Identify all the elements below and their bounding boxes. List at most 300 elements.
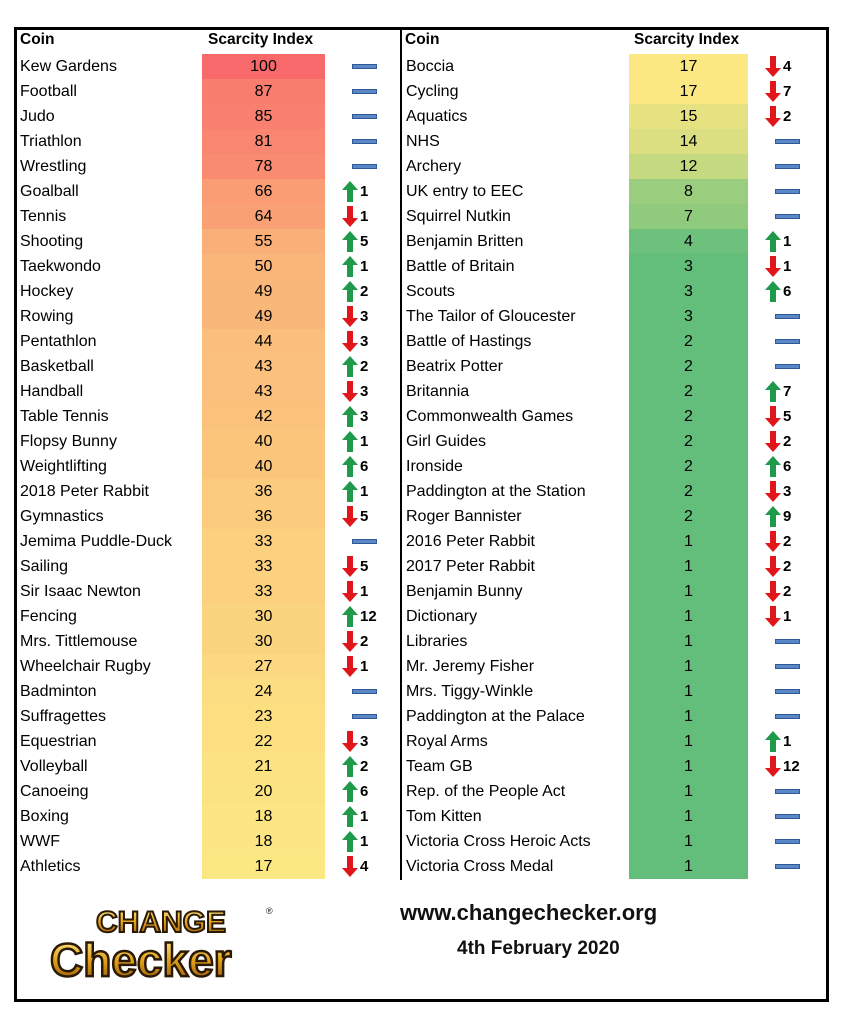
table-row — [406, 229, 826, 254]
scarcity-index-cell: 1 — [629, 529, 748, 554]
arrow-up-icon — [765, 281, 781, 302]
scarcity-index-cell: 2 — [629, 354, 748, 379]
change-amount: 1 — [360, 208, 369, 225]
coin-name: Victoria Cross Heroic Acts — [406, 833, 591, 850]
arrow-down-icon — [342, 506, 358, 527]
footer-date: 4th February 2020 — [457, 938, 620, 959]
arrow-down-icon — [765, 106, 781, 127]
scarcity-index-cell: 78 — [202, 154, 325, 179]
change-amount: 4 — [360, 858, 369, 875]
change-indicator — [765, 554, 817, 579]
coin-name: Mr. Jeremy Fisher — [406, 658, 535, 675]
arrow-down-icon — [342, 306, 358, 327]
coin-name: Boxing — [20, 808, 69, 825]
table-row — [20, 479, 398, 504]
change-indicator — [342, 854, 394, 879]
arrow-down-icon — [765, 481, 781, 502]
change-amount: 1 — [360, 483, 369, 500]
table-row — [406, 79, 826, 104]
coin-name: Athletics — [20, 858, 81, 875]
no-change-icon — [775, 864, 800, 869]
scarcity-index-cell: 4 — [629, 229, 748, 254]
change-amount: 1 — [360, 658, 369, 675]
coin-name: The Tailor of Gloucester — [406, 308, 576, 325]
arrow-up-icon — [342, 831, 358, 852]
table-row — [20, 404, 398, 429]
arrow-up-icon — [342, 606, 358, 627]
scarcity-index-cell: 66 — [202, 179, 325, 204]
table-row — [20, 179, 398, 204]
table-row — [406, 329, 826, 354]
change-indicator — [765, 404, 817, 429]
no-change-icon — [775, 314, 800, 319]
scarcity-index-cell: 1 — [629, 654, 748, 679]
coin-name: Kew Gardens — [20, 58, 117, 75]
coin-name: Royal Arms — [406, 733, 488, 750]
scarcity-index-cell: 44 — [202, 329, 325, 354]
table-row — [20, 729, 398, 754]
change-amount: 3 — [360, 733, 369, 750]
arrow-down-icon — [342, 581, 358, 602]
table-row — [406, 654, 826, 679]
change-indicator — [342, 154, 394, 179]
change-indicator — [342, 704, 394, 729]
table-row — [406, 404, 826, 429]
change-indicator — [342, 629, 394, 654]
arrow-down-icon — [765, 581, 781, 602]
table-row — [406, 504, 826, 529]
header-index-left: Scarcity Index — [208, 31, 314, 48]
scarcity-index-cell: 17 — [629, 54, 748, 79]
scarcity-index-cell: 3 — [629, 279, 748, 304]
scarcity-index-cell: 33 — [202, 529, 325, 554]
change-checker-logo — [48, 900, 318, 990]
scarcity-index-cell: 15 — [629, 104, 748, 129]
coin-name: Equestrian — [20, 733, 97, 750]
change-amount: 2 — [360, 283, 369, 300]
scarcity-index-cell: 1 — [629, 754, 748, 779]
change-indicator — [765, 779, 817, 804]
change-amount: 12 — [783, 758, 800, 775]
scarcity-index-cell: 1 — [629, 779, 748, 804]
no-change-icon — [775, 339, 800, 344]
table-row — [20, 354, 398, 379]
scarcity-index-cell: 23 — [202, 704, 325, 729]
table-row — [406, 529, 826, 554]
arrow-up-icon — [342, 806, 358, 827]
change-indicator — [342, 179, 394, 204]
change-amount: 6 — [360, 458, 369, 475]
change-amount: 12 — [360, 608, 377, 625]
coin-name: 2018 Peter Rabbit — [20, 483, 149, 500]
logo-line1: CHANGE — [96, 906, 227, 939]
scarcity-index-cell: 14 — [629, 129, 748, 154]
change-indicator — [342, 104, 394, 129]
table-row — [20, 304, 398, 329]
coin-name: Basketball — [20, 358, 94, 375]
change-amount: 2 — [783, 533, 792, 550]
arrow-down-icon — [765, 431, 781, 452]
scarcity-index-cell: 12 — [629, 154, 748, 179]
coin-name: Victoria Cross Medal — [406, 858, 554, 875]
header-coin-left: Coin — [20, 31, 55, 48]
coin-name: Table Tennis — [20, 408, 109, 425]
change-indicator — [765, 804, 817, 829]
coin-name: Volleyball — [20, 758, 88, 775]
coin-name: Sailing — [20, 558, 69, 575]
no-change-icon — [775, 639, 800, 644]
change-indicator — [765, 129, 817, 154]
arrow-down-icon — [765, 756, 781, 777]
table-row — [20, 854, 398, 879]
change-amount: 2 — [783, 583, 792, 600]
table-row — [20, 504, 398, 529]
arrow-up-icon — [765, 456, 781, 477]
coin-name: Triathlon — [20, 133, 82, 150]
scarcity-index-cell: 40 — [202, 429, 325, 454]
table-row — [20, 129, 398, 154]
change-amount: 2 — [783, 108, 792, 125]
coin-name: Handball — [20, 383, 84, 400]
change-amount: 5 — [783, 408, 792, 425]
logo-line2: Checker — [50, 934, 232, 985]
scarcity-index-cell: 1 — [629, 554, 748, 579]
no-change-icon — [352, 164, 377, 169]
arrow-up-icon — [342, 281, 358, 302]
scarcity-index-cell: 2 — [629, 454, 748, 479]
table-row — [406, 579, 826, 604]
change-indicator — [342, 454, 394, 479]
coin-name: Gymnastics — [20, 508, 104, 525]
scarcity-index-cell: 24 — [202, 679, 325, 704]
scarcity-index-cell: 49 — [202, 279, 325, 304]
table-row — [406, 479, 826, 504]
table-row — [20, 429, 398, 454]
change-indicator — [342, 229, 394, 254]
arrow-down-icon — [765, 556, 781, 577]
arrow-down-icon — [765, 81, 781, 102]
table-row — [406, 279, 826, 304]
coin-name: Tom Kitten — [406, 808, 482, 825]
scarcity-index-cell: 30 — [202, 629, 325, 654]
scarcity-index-cell: 36 — [202, 479, 325, 504]
coin-name: UK entry to EEC — [406, 183, 524, 200]
no-change-icon — [775, 814, 800, 819]
scarcity-index-cell: 87 — [202, 79, 325, 104]
coin-name: Britannia — [406, 383, 470, 400]
table-row — [20, 529, 398, 554]
change-amount: 1 — [360, 808, 369, 825]
change-indicator — [342, 504, 394, 529]
scarcity-index-cell: 2 — [629, 329, 748, 354]
arrow-up-icon — [765, 381, 781, 402]
change-indicator — [342, 429, 394, 454]
change-indicator — [342, 304, 394, 329]
change-amount: 6 — [783, 458, 792, 475]
arrow-up-icon — [342, 456, 358, 477]
scarcity-index-cell: 33 — [202, 554, 325, 579]
no-change-icon — [352, 714, 377, 719]
scarcity-index-cell: 18 — [202, 829, 325, 854]
table-row — [406, 779, 826, 804]
scarcity-index-cell: 1 — [629, 854, 748, 879]
coin-name: Squirrel Nutkin — [406, 208, 511, 225]
change-amount: 3 — [360, 408, 369, 425]
table-row — [20, 579, 398, 604]
table-row — [406, 754, 826, 779]
table-row — [406, 804, 826, 829]
coin-name: Canoeing — [20, 783, 89, 800]
change-indicator — [342, 254, 394, 279]
scarcity-index-cell: 36 — [202, 504, 325, 529]
table-row — [406, 454, 826, 479]
change-indicator — [342, 379, 394, 404]
scarcity-index-cell: 3 — [629, 254, 748, 279]
table-row — [406, 154, 826, 179]
coin-name: Commonwealth Games — [406, 408, 574, 425]
change-amount: 1 — [783, 258, 792, 275]
arrow-down-icon — [342, 631, 358, 652]
table-row — [406, 679, 826, 704]
coin-name: Team GB — [406, 758, 473, 775]
change-amount: 7 — [783, 383, 792, 400]
coin-name: Goalball — [20, 183, 79, 200]
coin-name: Boccia — [406, 58, 455, 75]
arrow-up-icon — [765, 731, 781, 752]
arrow-down-icon — [342, 331, 358, 352]
coin-name: Taekwondo — [20, 258, 101, 275]
change-indicator — [342, 579, 394, 604]
no-change-icon — [775, 164, 800, 169]
change-amount: 4 — [783, 58, 792, 75]
no-change-icon — [775, 689, 800, 694]
change-amount: 5 — [360, 508, 369, 525]
no-change-icon — [775, 214, 800, 219]
coin-name: Girl Guides — [406, 433, 487, 450]
footer-url[interactable]: www.changechecker.org — [400, 900, 658, 925]
table-row — [406, 354, 826, 379]
change-amount: 3 — [783, 483, 792, 500]
scarcity-index-cell: 22 — [202, 729, 325, 754]
scarcity-index-cell: 81 — [202, 129, 325, 154]
scarcity-index-cell: 42 — [202, 404, 325, 429]
table-row — [20, 329, 398, 354]
change-amount: 6 — [360, 783, 369, 800]
coin-name: Paddington at the Station — [406, 483, 586, 500]
table-row — [406, 854, 826, 879]
scarcity-index-cell: 40 — [202, 454, 325, 479]
change-indicator — [765, 454, 817, 479]
scarcity-index-cell: 17 — [629, 79, 748, 104]
change-amount: 1 — [360, 433, 369, 450]
table-row — [20, 204, 398, 229]
scarcity-index-cell: 1 — [629, 679, 748, 704]
arrow-up-icon — [765, 506, 781, 527]
change-indicator — [342, 804, 394, 829]
change-indicator — [765, 529, 817, 554]
arrow-up-icon — [342, 756, 358, 777]
arrow-down-icon — [765, 406, 781, 427]
change-amount: 5 — [360, 233, 369, 250]
coin-name: Judo — [20, 108, 55, 125]
table-row — [20, 104, 398, 129]
change-amount: 3 — [360, 333, 369, 350]
coin-name: 2017 Peter Rabbit — [406, 558, 535, 575]
scarcity-index-cell: 100 — [202, 54, 325, 79]
no-change-icon — [352, 139, 377, 144]
change-indicator — [765, 179, 817, 204]
change-indicator — [765, 254, 817, 279]
change-indicator — [765, 704, 817, 729]
no-change-icon — [775, 189, 800, 194]
change-amount: 2 — [783, 558, 792, 575]
scarcity-index-cell: 3 — [629, 304, 748, 329]
change-indicator — [765, 354, 817, 379]
coin-name: Beatrix Potter — [406, 358, 503, 375]
no-change-icon — [352, 89, 377, 94]
table-row — [406, 104, 826, 129]
logo-mark: ® — [266, 906, 273, 916]
header-index-right: Scarcity Index — [634, 31, 740, 48]
arrow-down-icon — [342, 381, 358, 402]
coin-name: Hockey — [20, 283, 74, 300]
coin-name: Sir Isaac Newton — [20, 583, 141, 600]
arrow-down-icon — [342, 731, 358, 752]
change-indicator — [342, 604, 394, 629]
table-row — [20, 829, 398, 854]
change-indicator — [765, 604, 817, 629]
scarcity-index-cell: 2 — [629, 404, 748, 429]
no-change-icon — [775, 364, 800, 369]
change-amount: 1 — [783, 608, 792, 625]
change-indicator — [342, 679, 394, 704]
scarcity-index-cell: 50 — [202, 254, 325, 279]
change-indicator — [342, 529, 394, 554]
coin-name: Mrs. Tiggy-Winkle — [406, 683, 534, 700]
change-amount: 2 — [360, 758, 369, 775]
table-row — [20, 679, 398, 704]
scarcity-index-cell: 1 — [629, 704, 748, 729]
coin-name: Battle of Hastings — [406, 333, 532, 350]
coin-name: Archery — [406, 158, 462, 175]
table-row — [406, 204, 826, 229]
change-indicator — [342, 354, 394, 379]
coin-name: Battle of Britain — [406, 258, 515, 275]
arrow-down-icon — [765, 256, 781, 277]
change-indicator — [342, 279, 394, 304]
coin-name: Football — [20, 83, 77, 100]
table-row — [406, 629, 826, 654]
table-row — [406, 554, 826, 579]
coin-name: Jemima Puddle-Duck — [20, 533, 173, 550]
scarcity-index-cell: 1 — [629, 604, 748, 629]
table-row — [20, 154, 398, 179]
table-row — [406, 604, 826, 629]
coin-name: Benjamin Britten — [406, 233, 524, 250]
change-indicator — [342, 329, 394, 354]
no-change-icon — [352, 539, 377, 544]
coin-name: Badminton — [20, 683, 97, 700]
no-change-icon — [775, 839, 800, 844]
column-divider — [400, 30, 402, 880]
arrow-down-icon — [765, 531, 781, 552]
coin-name: Rep. of the People Act — [406, 783, 566, 800]
change-indicator — [765, 504, 817, 529]
coin-name: Ironside — [406, 458, 463, 475]
coin-name: Wrestling — [20, 158, 87, 175]
scarcity-index-cell: 8 — [629, 179, 748, 204]
table-row — [20, 229, 398, 254]
change-indicator — [765, 629, 817, 654]
change-indicator — [765, 654, 817, 679]
arrow-down-icon — [765, 606, 781, 627]
no-change-icon — [352, 114, 377, 119]
arrow-up-icon — [342, 231, 358, 252]
coin-name: Weightlifting — [20, 458, 107, 475]
change-indicator — [765, 579, 817, 604]
change-amount: 1 — [360, 583, 369, 600]
scarcity-index-cell: 1 — [629, 729, 748, 754]
arrow-up-icon — [342, 406, 358, 427]
scarcity-index-cell: 2 — [629, 504, 748, 529]
table-row — [406, 729, 826, 754]
change-indicator — [765, 329, 817, 354]
coin-name: WWF — [20, 833, 60, 850]
change-indicator — [342, 54, 394, 79]
arrow-up-icon — [342, 431, 358, 452]
change-amount: 2 — [360, 633, 369, 650]
change-indicator — [765, 854, 817, 879]
table-row — [20, 654, 398, 679]
arrow-up-icon — [342, 181, 358, 202]
scarcity-index-cell: 43 — [202, 354, 325, 379]
coin-name: Dictionary — [406, 608, 478, 625]
scarcity-index-cell: 7 — [629, 204, 748, 229]
coin-name: Pentathlon — [20, 333, 97, 350]
change-amount: 3 — [360, 308, 369, 325]
scarcity-index-cell: 18 — [202, 804, 325, 829]
table-row — [20, 704, 398, 729]
change-indicator — [342, 829, 394, 854]
scarcity-index-cell: 64 — [202, 204, 325, 229]
coin-name: Rowing — [20, 308, 74, 325]
scarcity-index-cell: 33 — [202, 579, 325, 604]
change-indicator — [765, 204, 817, 229]
scarcity-index-cell: 17 — [202, 854, 325, 879]
arrow-down-icon — [342, 206, 358, 227]
arrow-up-icon — [342, 781, 358, 802]
table-row — [20, 804, 398, 829]
change-indicator — [342, 654, 394, 679]
change-indicator — [765, 429, 817, 454]
coin-name: Aquatics — [406, 108, 468, 125]
change-indicator — [342, 404, 394, 429]
change-amount: 2 — [783, 433, 792, 450]
table-row — [406, 129, 826, 154]
table-row — [406, 704, 826, 729]
scarcity-index-cell: 43 — [202, 379, 325, 404]
scarcity-index-cell: 30 — [202, 604, 325, 629]
change-indicator — [765, 754, 817, 779]
scarcity-index-cell: 1 — [629, 579, 748, 604]
no-change-icon — [775, 139, 800, 144]
change-indicator — [765, 304, 817, 329]
change-indicator — [342, 204, 394, 229]
coin-name: Libraries — [406, 633, 468, 650]
table-row — [20, 279, 398, 304]
change-indicator — [765, 104, 817, 129]
coin-name: Paddington at the Palace — [406, 708, 585, 725]
